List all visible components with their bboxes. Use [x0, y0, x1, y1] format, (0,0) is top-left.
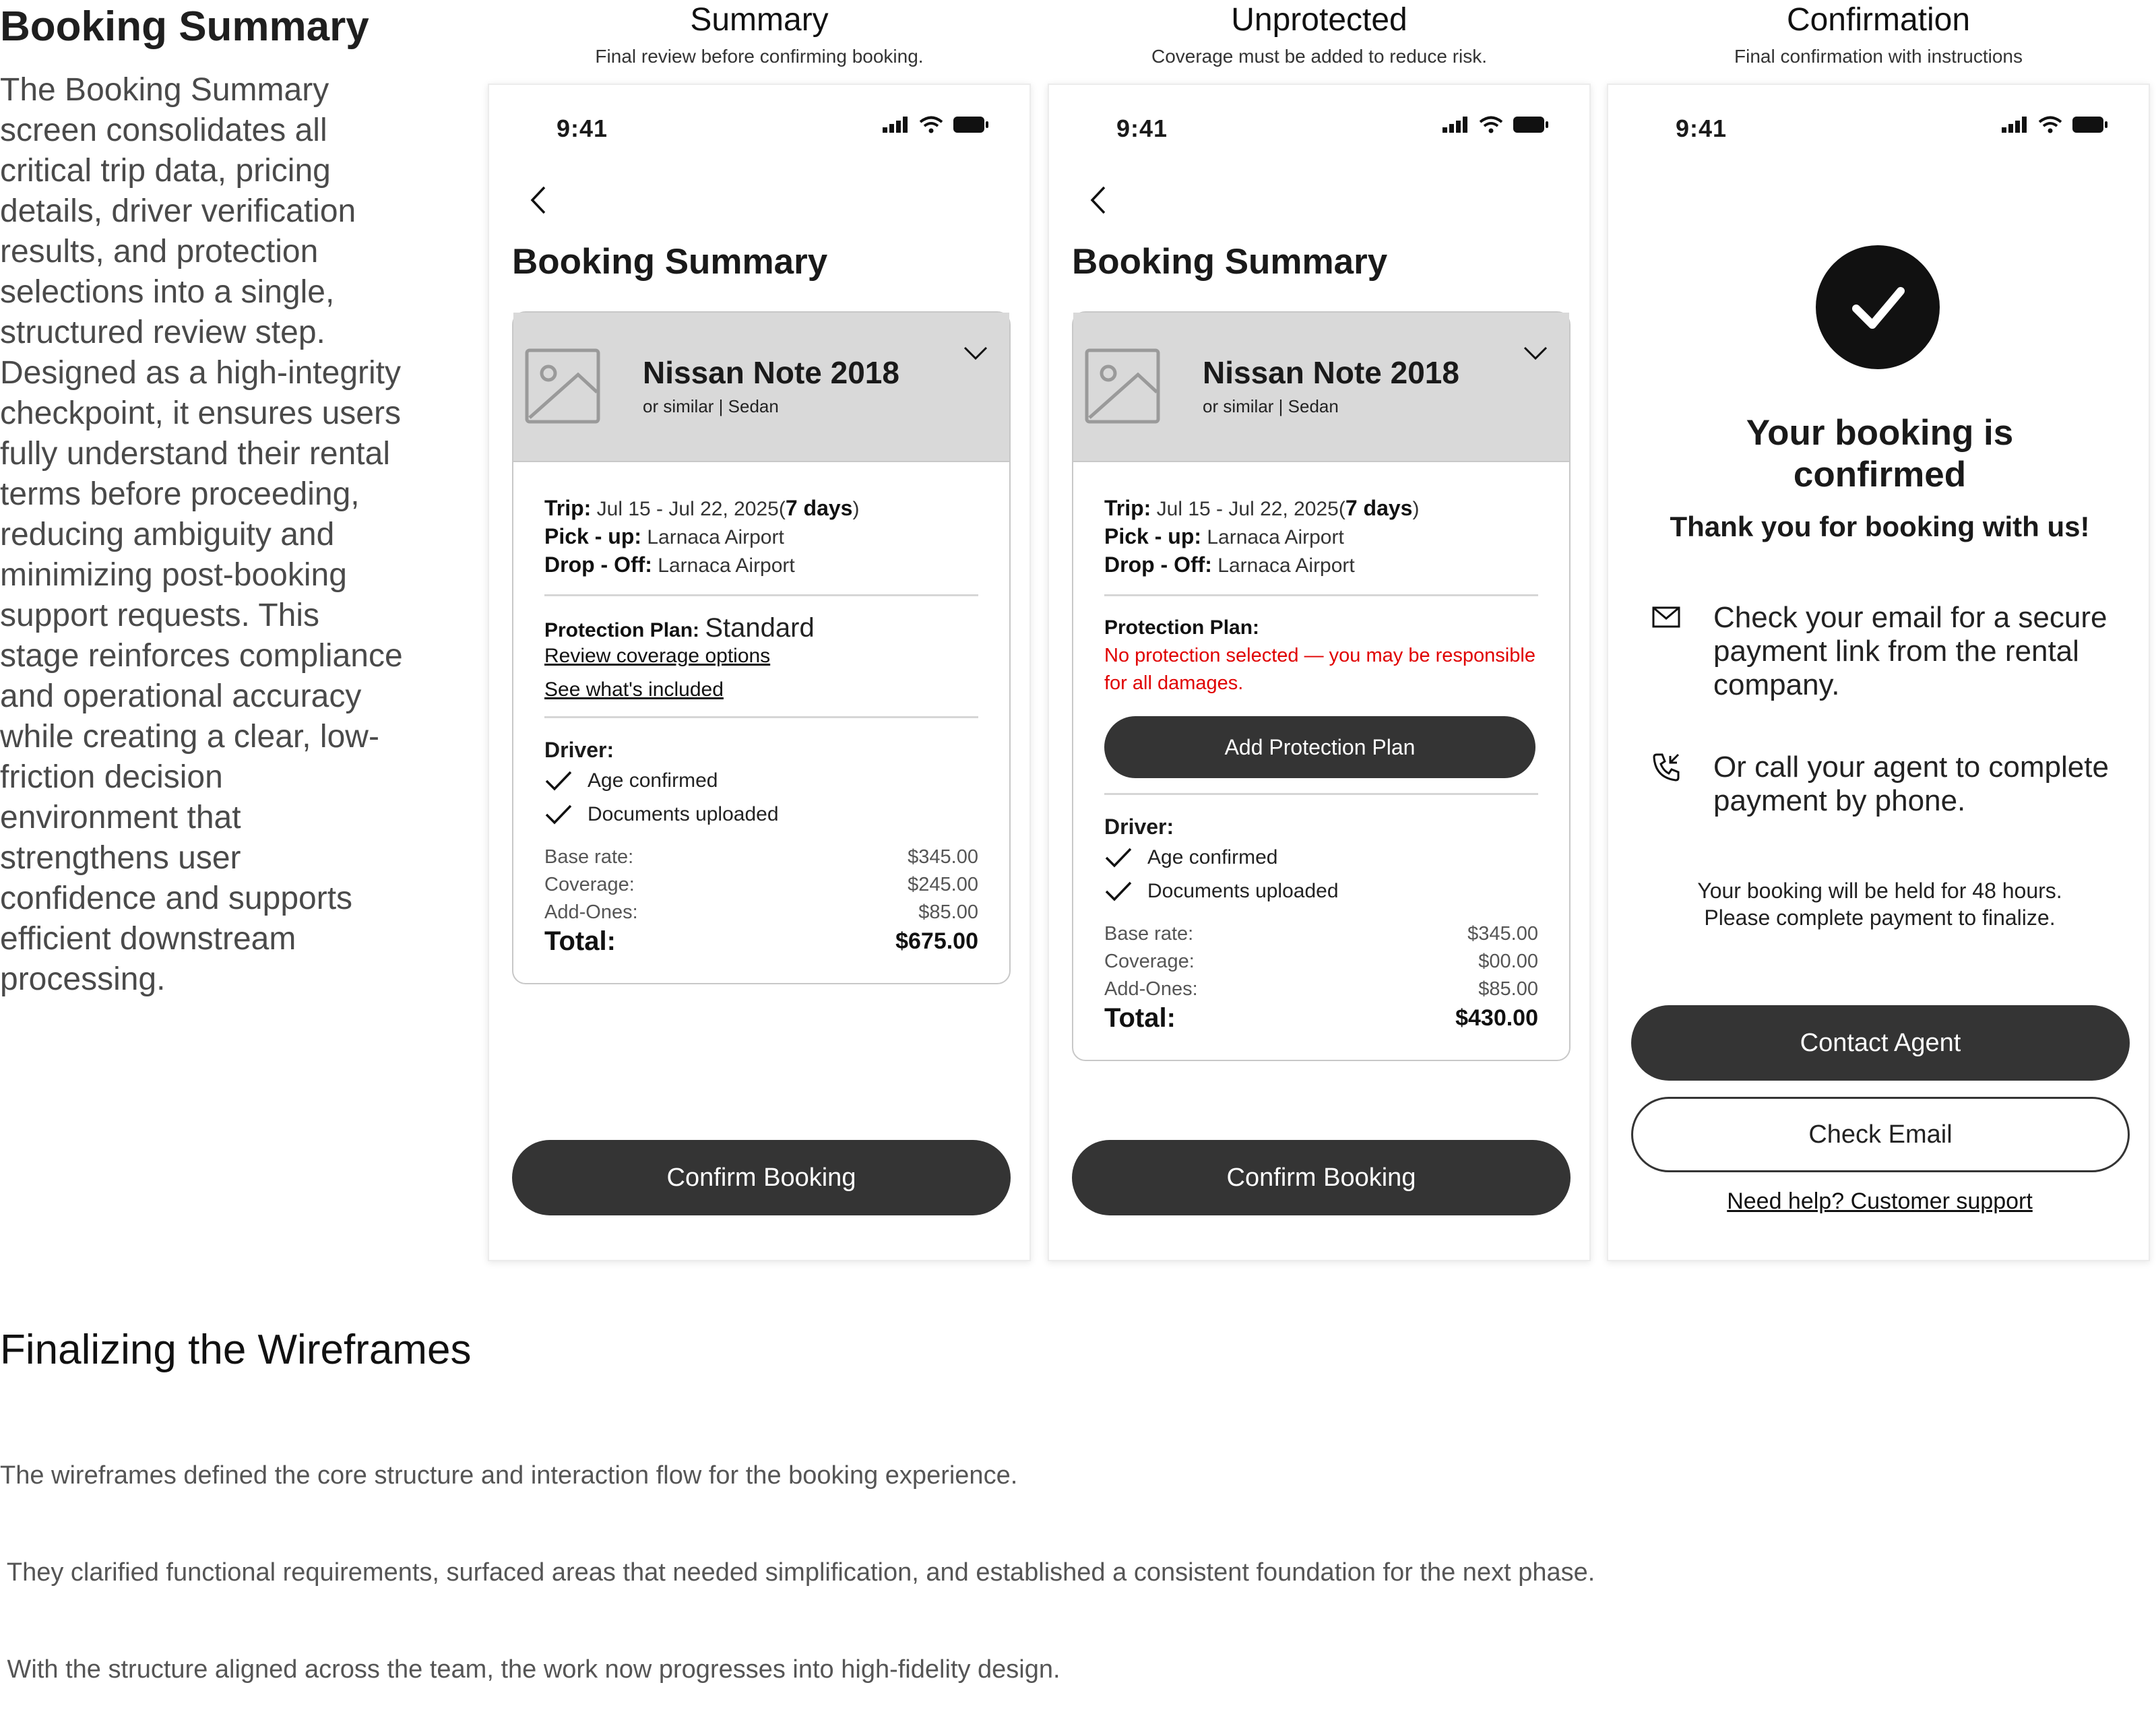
column-subtitle-confirmation: Final confirmation with instructions — [1734, 46, 2023, 67]
confirmation-title: Your booking is confirmed — [1746, 413, 2014, 495]
age-confirmed-row: Age confirmed — [1104, 841, 1538, 874]
divider — [544, 594, 978, 596]
documents-uploaded-row: Documents uploaded — [544, 798, 978, 831]
wifi-icon — [919, 116, 943, 133]
signal-icon — [1442, 117, 1469, 133]
final-section-title: Finalizing the Wireframes — [0, 1327, 472, 1373]
call-instruction: Or call your agent to complete payment by phone. — [1713, 751, 2109, 817]
total-row: Total: $675.00 — [544, 926, 978, 956]
car-header[interactable] — [1073, 313, 1569, 462]
battery-icon — [953, 116, 989, 133]
base-rate-row: Base rate: $345.00 — [1104, 923, 1538, 945]
check-icon — [544, 803, 573, 826]
documents-uploaded-row: Documents uploaded — [1104, 874, 1538, 908]
status-icons — [883, 116, 989, 133]
no-protection-warning: No protection selected — you may be responsible for all damages. — [1104, 645, 1535, 694]
divider — [1104, 793, 1538, 795]
mail-icon — [1651, 602, 1681, 632]
wifi-icon — [1479, 116, 1503, 133]
phone-call-icon — [1651, 752, 1681, 782]
coverage-row: Coverage: $00.00 — [1104, 951, 1538, 972]
battery-icon — [2072, 116, 2108, 133]
back-chevron-icon[interactable] — [1085, 183, 1112, 217]
car-header[interactable] — [513, 313, 1009, 462]
check-icon — [1104, 880, 1133, 903]
booking-card — [512, 311, 1011, 984]
add-protection-plan-button[interactable]: Add Protection Plan — [1104, 716, 1535, 778]
thank-you-text: Thank you for booking with us! — [1670, 511, 2090, 542]
column-title-confirmation: Confirmation — [1786, 2, 1971, 38]
addons-row: Add-Ones: $85.00 — [1104, 978, 1538, 1000]
protection-plan-label: Protection Plan: — [1104, 616, 1260, 639]
battery-icon — [1513, 116, 1549, 133]
phone-unprotected — [1048, 84, 1591, 1261]
check-email-button[interactable]: Check Email — [1631, 1097, 2130, 1172]
column-subtitle-summary: Final review before confirming booking. — [595, 46, 924, 67]
addons-row: Add-Ones: $85.00 — [544, 901, 978, 923]
email-instruction: Check your email for a secure payment link from the rental company. — [1713, 601, 2107, 701]
final-section-text: The wireframes defined the core structure and interaction flow for the booking experience. They clarified functional requirements, surfaced areas that needed simplification, and established a consistent foundation for the next phase. With the structure aligned across the team, the work now progresses into high-fidelity design. — [0, 1461, 1595, 1684]
car-name: Nissan Note 2018 — [1203, 355, 1459, 390]
driver-label: Driver: — [1104, 815, 1174, 839]
car-subtitle: or similar | Sedan — [1203, 396, 1339, 416]
image-placeholder-icon — [1084, 348, 1161, 424]
car-subtitle: or similar | Sedan — [643, 396, 779, 416]
image-placeholder-icon — [524, 348, 601, 424]
screen-title: Booking Summary — [1072, 242, 1388, 282]
check-icon — [1104, 846, 1133, 869]
status-time: 9:41 — [557, 115, 608, 142]
chevron-down-icon[interactable] — [962, 345, 989, 362]
protection-plan-row: Protection Plan: Standard — [544, 613, 815, 643]
hold-notice: Your booking will be held for 48 hours. Please complete payment to finalize. — [1697, 879, 2062, 930]
divider — [544, 716, 978, 718]
section-description: The Booking Summary screen consolidates all critical trip data, pricing details, driver verification results, and protection selections into a single, structured review step. Designed as a high-integrity checkpoint, it ensures users fully understand their rental terms before proceeding, reducing ambiguity and minimizing post-booking support requests. This stage reinforces compliance and operational accuracy while creating a clear, low-friction decision environment that strengthens user confidence and supports efficient downstream processing. — [0, 72, 403, 997]
pickup-row: Pick - up: Larnaca Airport — [1104, 524, 1344, 548]
column-title-unprotected: Unprotected — [1231, 2, 1407, 38]
divider — [1104, 594, 1538, 596]
review-coverage-link[interactable]: Review coverage options — [544, 645, 771, 667]
coverage-row: Coverage: $245.00 — [544, 874, 978, 895]
confirm-booking-button[interactable]: Confirm Booking — [1072, 1140, 1571, 1215]
status-icons — [1442, 116, 1549, 133]
contact-agent-button[interactable]: Contact Agent — [1631, 1005, 2130, 1081]
signal-icon — [883, 117, 910, 133]
screen-title: Booking Summary — [512, 242, 828, 282]
chevron-down-icon[interactable] — [1522, 345, 1549, 362]
age-confirmed-row: Age confirmed — [544, 764, 978, 798]
see-included-link[interactable]: See what's included — [544, 678, 724, 701]
column-subtitle-unprotected: Coverage must be added to reduce risk. — [1151, 46, 1488, 67]
base-rate-row: Base rate: $345.00 — [544, 846, 978, 868]
success-check-icon — [1816, 245, 1940, 369]
check-icon — [544, 769, 573, 792]
column-title-summary: Summary — [690, 2, 829, 38]
dropoff-row: Drop - Off: Larnaca Airport — [1104, 552, 1355, 577]
booking-card — [1072, 311, 1571, 1061]
pickup-row: Pick - up: Larnaca Airport — [544, 524, 784, 548]
back-chevron-icon[interactable] — [526, 183, 552, 217]
confirm-booking-button[interactable]: Confirm Booking — [512, 1140, 1011, 1215]
trip-row: Trip: Jul 15 - Jul 22, 2025(7 days) — [544, 496, 860, 520]
status-time: 9:41 — [1676, 115, 1727, 142]
status-icons — [2002, 116, 2108, 133]
dropoff-row: Drop - Off: Larnaca Airport — [544, 552, 795, 577]
car-name: Nissan Note 2018 — [643, 355, 899, 390]
section-title: Booking Summary — [0, 3, 369, 50]
wifi-icon — [2038, 116, 2062, 133]
driver-label: Driver: — [544, 738, 614, 762]
phone-summary — [488, 84, 1031, 1261]
status-time: 9:41 — [1116, 115, 1168, 142]
trip-row: Trip: Jul 15 - Jul 22, 2025(7 days) — [1104, 496, 1420, 520]
customer-support-link[interactable]: Need help? Customer support — [1727, 1188, 2033, 1214]
signal-icon — [2002, 117, 2029, 133]
total-row: Total: $430.00 — [1104, 1003, 1538, 1033]
phone-confirmation — [1607, 84, 2150, 1261]
